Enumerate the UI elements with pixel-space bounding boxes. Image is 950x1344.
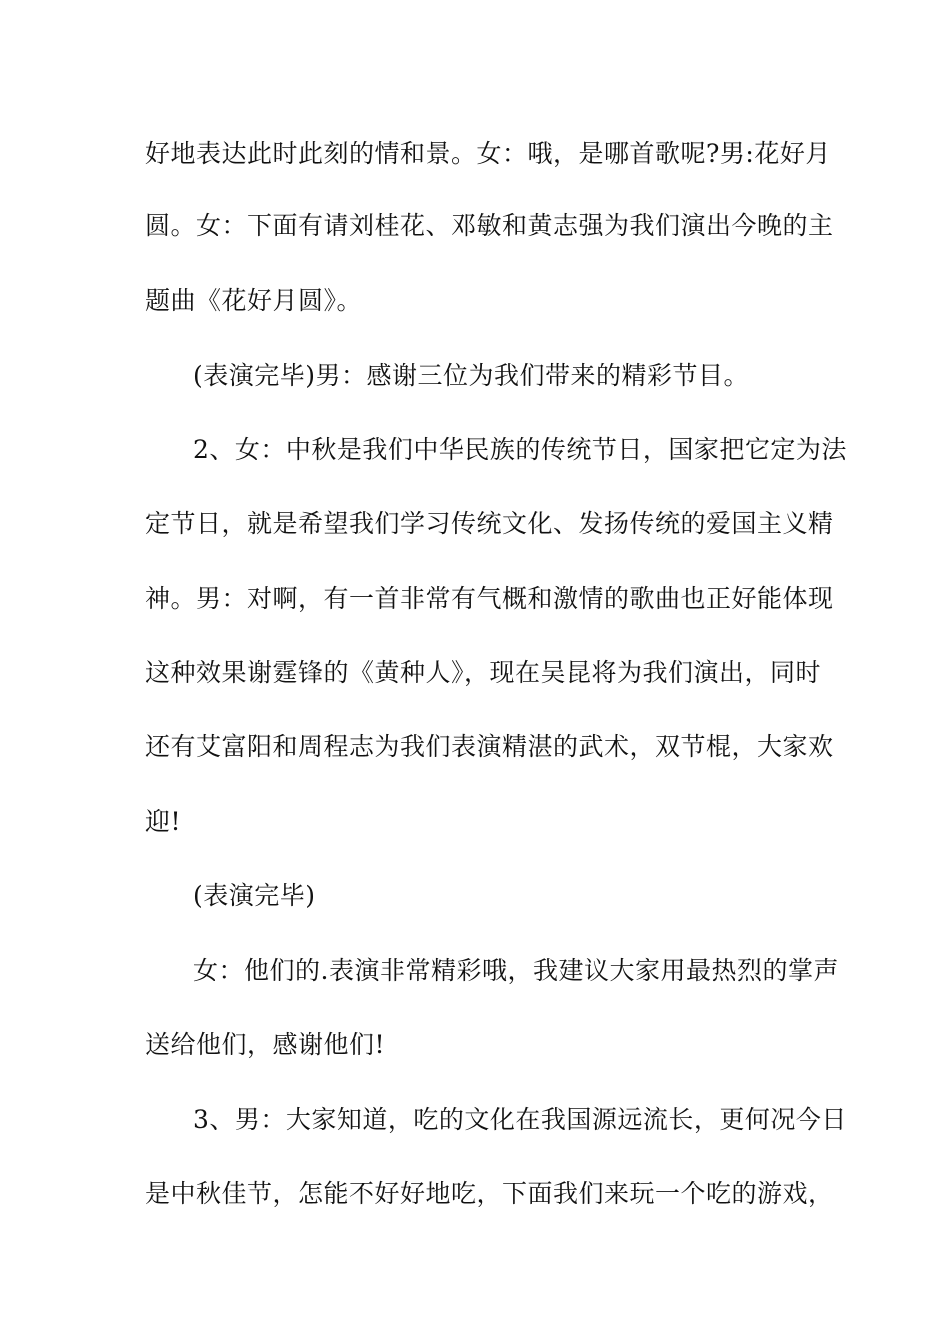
text-line: 题曲《花好月圆》。 [145, 286, 363, 315]
text-line: 3、男：大家知道，吃的文化在我国源远流长，更何况今日 [193, 1105, 847, 1134]
text-line: 迎! [145, 807, 182, 836]
text-line: 神。男：对啊，有一首非常有气概和激情的歌曲也正好能体现 [145, 584, 834, 613]
text-line: 圆。女：下面有请刘桂花、邓敏和黄志强为我们演出今晚的主 [145, 211, 834, 240]
text-line: 定节日，就是希望我们学习传统文化、发扬传统的爱国主义精 [145, 509, 834, 538]
text-line: 女：他们的.表演非常精彩哦，我建议大家用最热烈的掌声 [193, 956, 839, 985]
text-line: 送给他们，感谢他们! [145, 1030, 386, 1059]
text-line: 是中秋佳节，怎能不好好地吃，下面我们来玩一个吃的游戏， [145, 1179, 834, 1208]
text-line: 好地表达此时此刻的情和景。女：哦，是哪首歌呢?男:花好月 [145, 139, 831, 168]
text-line: (表演完毕)男：感谢三位为我们带来的精彩节目。 [193, 361, 750, 390]
text-line: 2、女：中秋是我们中华民族的传统节日，国家把它定为法 [193, 435, 847, 464]
text-line: 这种效果谢霆锋的《黄种人》，现在吴昆将为我们演出，同时 [145, 658, 822, 687]
text-line: (表演完毕) [193, 881, 316, 910]
text-line: 还有艾富阳和周程志为我们表演精湛的武术，双节棍，大家欢 [145, 732, 834, 761]
